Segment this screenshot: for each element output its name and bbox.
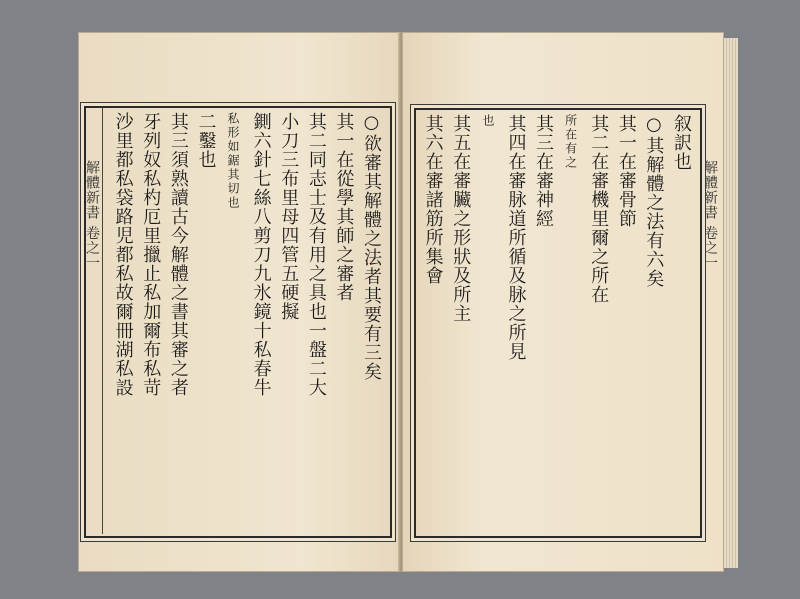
left-margin-label: 解體新書 卷之一 <box>84 160 100 271</box>
text-column: 沙里都私袋路児都私故爾冊湖私設 <box>112 112 134 397</box>
text-column: 牙列奴私杓厄里擸止私加爾布私苛 <box>140 112 162 397</box>
text-column: 其二在審機里爾之所在 <box>588 114 610 304</box>
left-page <box>78 32 400 572</box>
annotation-column: 私形如鋸其切也 <box>226 112 241 210</box>
text-column: ○其解體之法有六矣 <box>643 114 665 288</box>
text-column: 其一在審骨節 <box>615 114 637 228</box>
text-column: 小刀三布里母四管五硬擬 <box>278 112 300 321</box>
left-text-frame <box>84 106 392 538</box>
text-column: 其三在審神經 <box>533 114 555 228</box>
annotation-column: 也 <box>480 114 495 128</box>
right-text-frame <box>414 108 702 538</box>
right-margin-label: 解體新書 卷之一 <box>702 160 718 271</box>
page-stack-edge <box>724 38 738 568</box>
text-column: 其三須熟讀古今解體之書其審之者 <box>167 112 189 397</box>
right-columns <box>420 114 696 532</box>
text-column: 其四在審脉道所循及脉之所見 <box>505 114 527 361</box>
right-page <box>402 32 724 572</box>
left-columns <box>110 112 386 532</box>
annotation-column: 所在有之 <box>563 114 578 170</box>
text-column: 其二同志士及有用之具也一盤二大 <box>305 112 327 397</box>
text-column: 其五在審臟之形狀及所主 <box>450 114 472 323</box>
text-column: 鍘六針七絲八剪刀九氷鏡十私春牛 <box>250 112 272 397</box>
header-column: 叙訳也 <box>671 114 692 171</box>
text-column: ○欲審其解體之法者其要有三矣 <box>361 112 382 381</box>
text-column: 二鑿也 <box>195 112 217 169</box>
text-column: 其一在從學其師之審者 <box>333 112 355 302</box>
text-column: 其六在審諸筋所集會 <box>422 114 444 285</box>
